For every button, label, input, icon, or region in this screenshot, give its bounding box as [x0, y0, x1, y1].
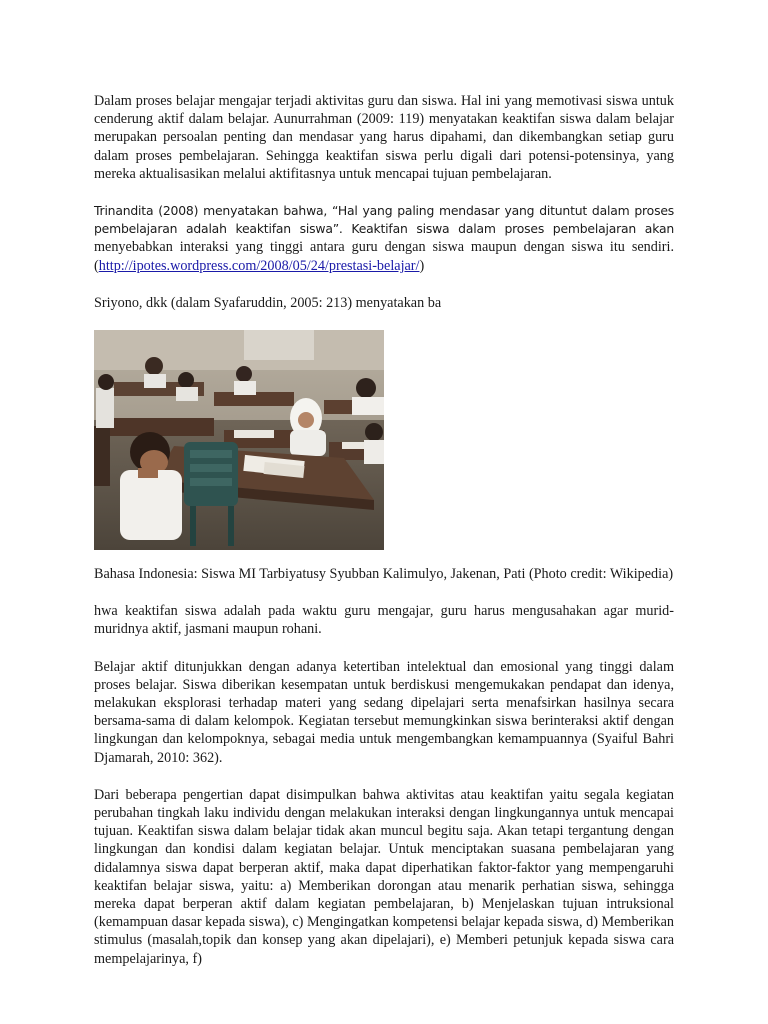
- trinandita-continuation-text: menyebabkan interaksi yang tinggi antara guru dengan siswa maupun dengan siswa itu sendiri. (: [94, 239, 674, 274]
- paragraph-aunurrahman: Dalam proses belajar mengajar terjadi aktivitas guru dan siswa. Hal ini yang memotivasi siswa untuk cenderung aktif dalam belajar. Aunurrahman (2009: 119) menyatakan keaktifan siswa dalam belajar merupakan persoalan penting dan mendasar yang harus dipahami, dan dikembangkan setiap guru dalam proses pembelajaran. Sehingga keaktifan siswa perlu digali dari potensi-potensinya, yang mereka aktualisasikan melalui aktifitasnya untuk mencapai tujuan pembelajaran.: [94, 93, 674, 182]
- paragraph-belajar-aktif: Belajar aktif ditunjukkan dengan adanya ketertiban intelektual dan emosional yang tinggi dalam proses belajar. Siswa diberikan kesempatan untuk berdiskusi mengemukakan pendapat dan idenya, melakukan eksplorasi terhadap materi yang sedang dipelajari serta menafsirkan hasilnya secara bersama-sama di dalam kelompok. Kegiatan tersebut memungkinkan siswa berinteraksi aktif dengan lingkungan dan kelompoknya, sebagai media untuk mengembangkan kemampuannya (Syaiful Bahri Djamarah, 2010: 362).: [94, 658, 674, 766]
- paragraph-sriyono-start: Sriyono, dkk (dalam Syafaruddin, 2005: 213) menyatakan ba: [94, 294, 442, 311]
- paragraph-kesimpulan: Dari beberapa pengertian dapat disimpulkan bahwa aktivitas atau keaktifan yaitu segala kegiatan perubahan tingkah laku individu dengan melakukan interaksi dengan lingkungannya untuk mencapai tujuan. Keaktifan siswa dalam belajar tidak akan muncul begitu saja. Akan tetapi tergantung dengan lingkungan dan kondisi dalam kegiatan belajar. Untuk menciptakan suasana pembelajaran yang didalamnya siswa dapat berperan aktif, maka dapat diperhatikan faktor-faktor yang mempengaruhi keaktifan belajar siswa, yaitu: a) Memberikan dorongan atau menarik perhatian siswa, sehingga mereka dapat berperan aktif dalam kegiatan pembelajaran, b) Menjelaskan tujuan intruksional (kemampuan dasar kepada siswa), c) Mengingatkan kompetensi belajar kepada siswa, d) Memberikan stimulus (masalah,topik dan konsep yang akan dipelajari), e) Memberi petunjuk kepada siswa cara mempelajarinya, f): [94, 786, 674, 967]
- document-page: [94, 92, 674, 987]
- paragraph-sriyono-continued: hwa keaktifan siswa adalah pada waktu guru mengajar, guru harus mengusahakan agar murid-muridnya aktif, jasmani maupun rohani.: [94, 603, 674, 638]
- paragraph-trinandita: [94, 202, 674, 275]
- trinandita-quote-text: Trinandita (2008) menyatakan bahwa, “Hal yang paling mendasar yang dituntut dalam proses pembelajaran adalah keaktifan siswa”. Keaktifan siswa dalam proses pembelajaran akan: [94, 203, 674, 237]
- classroom-photo: [94, 330, 384, 550]
- classroom-photo-illustration: [94, 330, 384, 550]
- photo-caption: Bahasa Indonesia: Siswa MI Tarbiyatusy Syubban Kalimulyo, Jakenan, Pati (Photo credit: Wikipedia): [94, 566, 674, 583]
- closing-paren: ): [419, 257, 425, 274]
- source-link[interactable]: http://ipotes.wordpress.com/2008/05/24/prestasi-belajar/: [98, 257, 420, 274]
